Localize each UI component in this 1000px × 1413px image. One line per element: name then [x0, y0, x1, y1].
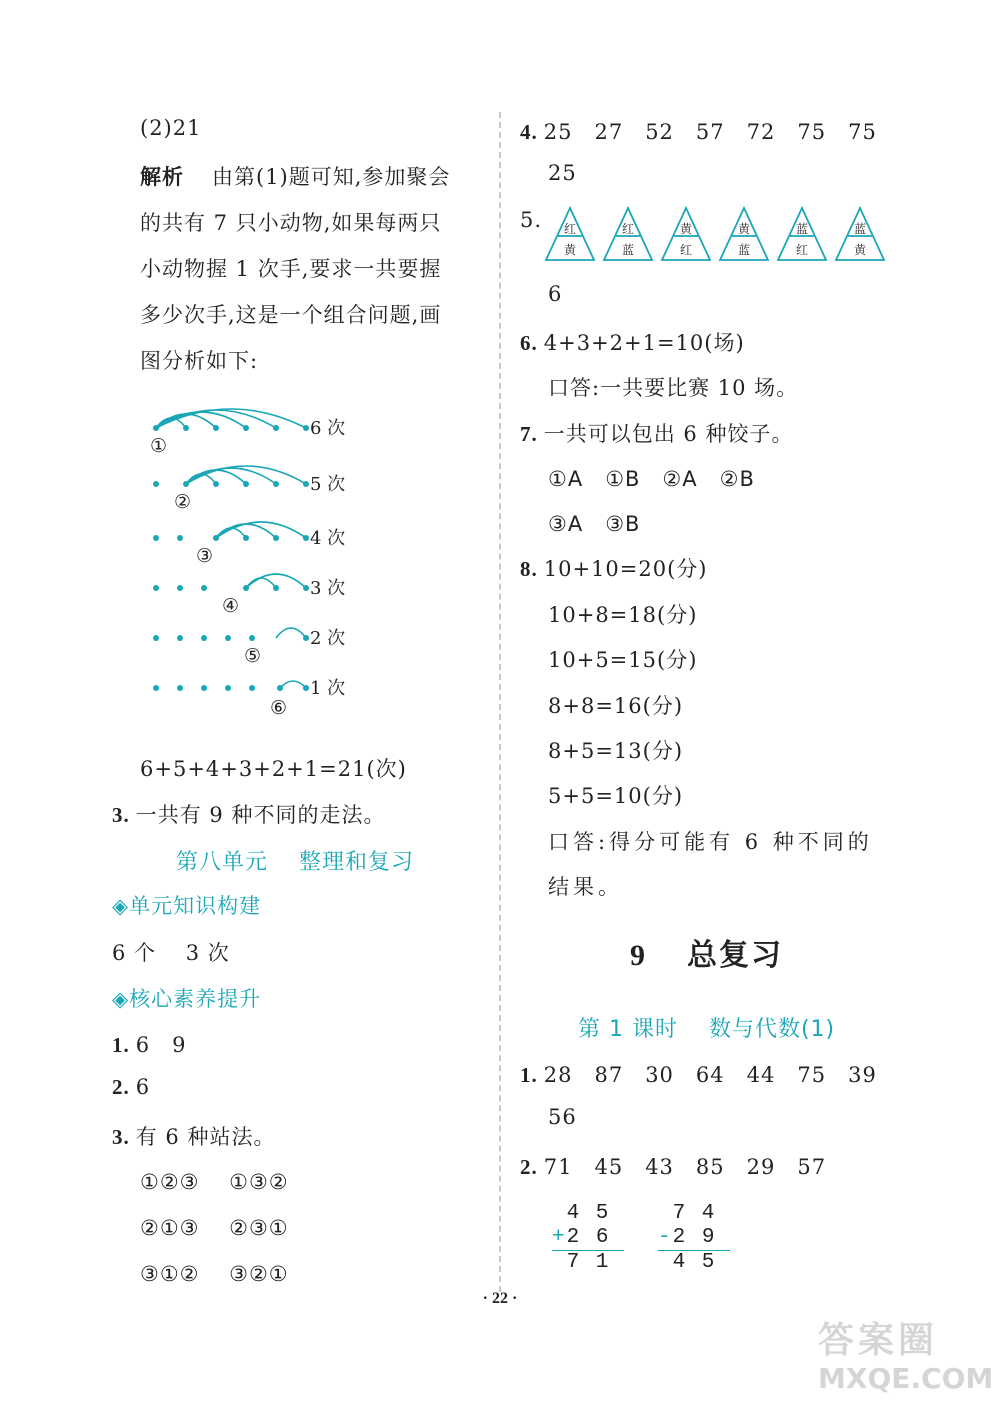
analysis-text-2: 的共有 7 只小动物,如果每两只: [140, 211, 442, 235]
diagram-marker-3: ③: [196, 545, 214, 567]
triangle-2-top: 红: [621, 222, 635, 236]
column-divider: [499, 112, 501, 1292]
triangle-6-bottom: 黄: [853, 243, 867, 257]
diagram-marker-4: ④: [222, 595, 240, 617]
addition-result: 7 1: [552, 1251, 611, 1274]
review-question-1: [520, 1059, 877, 1089]
triangle-5-bottom: 红: [795, 243, 809, 257]
question-3-walk: [112, 799, 385, 829]
standing-row-1: ①②③ ①③②: [140, 1170, 289, 1194]
triangle-1-top: 红: [563, 222, 577, 236]
triangle-3-bottom: 红: [679, 243, 693, 257]
addition-second-row: [552, 1226, 624, 1250]
question-8-line-1: 10+10=20(分): [543, 557, 708, 581]
answer-2-2: (2)21: [140, 116, 202, 140]
question-8-line-6: 5+5=10(分): [548, 784, 684, 808]
question-3-text: 一共有 9 种不同的走法。: [135, 803, 386, 827]
question-8-line-4: 8+8=16(分): [548, 694, 684, 718]
standing-row-3: ③①② ③②①: [140, 1262, 289, 1286]
question-3-number: 3.: [112, 803, 130, 827]
subtraction-second: 2 9: [672, 1226, 717, 1249]
question-8-answer-1: 口答:得分可能有 6 种不同的: [548, 830, 873, 854]
question-6-line-2: 口答:一共要比赛 10 场。: [548, 376, 799, 400]
watermark-url: MXQE.COM: [818, 1362, 994, 1395]
question-8: [520, 553, 708, 583]
diagram-marker-5: ⑤: [244, 645, 262, 667]
diagram-marker-6: ⑥: [270, 697, 288, 719]
core-item-2-number: 2.: [112, 1075, 130, 1099]
triangle-5-top: 蓝: [795, 222, 809, 236]
question-8-line-2: 10+8=18(分): [548, 603, 698, 627]
diagram-label-3: 4 次: [310, 528, 346, 549]
standing-row-2: ②①③ ②③①: [140, 1216, 289, 1240]
question-8-answer-2: 结果。: [548, 875, 623, 899]
addition-second: 2 6: [566, 1226, 611, 1249]
lesson-title: 第 1 课时 数与代数(1): [578, 1017, 836, 1042]
watermark-logo: 答案圈: [818, 1320, 939, 1361]
review-question-2-number: 2.: [520, 1155, 538, 1179]
analysis-line-1: [140, 161, 450, 191]
core-item-1: [112, 1029, 186, 1059]
question-4-line-2: 25: [548, 161, 577, 185]
section-knowledge-answer: 6 个 3 次: [112, 941, 230, 965]
diagram-label-5: 2 次: [310, 628, 346, 649]
subtraction-top: 7 4: [658, 1202, 717, 1225]
question-7: [520, 418, 793, 448]
diagram-marker-1: ①: [150, 435, 168, 457]
review-question-2-line-1: 71 45 43 85 29 57: [543, 1155, 827, 1179]
analysis-text-3: 小动物握 1 次手,要求一共要握: [140, 257, 442, 281]
color-triangles: [544, 206, 889, 266]
core-item-3: [112, 1121, 275, 1151]
question-8-line-5: 8+5=13(分): [548, 739, 684, 763]
diagram-label-1: 6 次: [310, 418, 346, 439]
diagram-marker-2: ②: [174, 491, 192, 513]
diagram-label-6: 1 次: [310, 678, 346, 699]
question-7-number: 7.: [520, 422, 538, 446]
question-8-number: 8.: [520, 557, 538, 581]
vertical-addition: [552, 1202, 624, 1275]
question-6-number: 6.: [520, 331, 538, 355]
core-item-2: [112, 1075, 150, 1100]
page-number: · 22 ·: [482, 1290, 518, 1307]
plus-sign: +: [552, 1226, 567, 1249]
question-7-line-3: ③A ③B: [548, 512, 641, 536]
analysis-text-5: 图分析如下:: [140, 349, 259, 373]
question-8-line-3: 10+5=15(分): [548, 648, 698, 672]
chapter-heading: [630, 930, 783, 974]
section-knowledge: ◈单元知识构建: [112, 894, 262, 918]
core-item-3-text: 有 6 种站法。: [135, 1125, 276, 1149]
analysis-text-1: 由第(1)题可知,参加聚会: [212, 165, 451, 189]
question-5-answer: 6: [548, 282, 563, 306]
minus-sign: -: [658, 1226, 673, 1249]
question-6-line-1: 4+3+2+1=10(场): [543, 331, 745, 355]
core-item-1-text: 6 9: [135, 1033, 187, 1057]
question-4-line-1: 25 27 52 57 72 75 75: [543, 120, 877, 144]
question-5-number: 5.: [520, 208, 543, 232]
vertical-subtraction: [658, 1202, 730, 1275]
core-item-2-text: 6: [135, 1075, 151, 1099]
core-item-3-number: 3.: [112, 1125, 130, 1149]
sum-equation: 6+5+4+3+2+1=21(次): [140, 757, 407, 781]
addition-top: 4 5: [552, 1202, 611, 1225]
triangle-4-top: 黄: [737, 222, 751, 236]
section-core: ◈核心素养提升: [112, 987, 262, 1011]
question-7-line-2: ①A ①B ②A ②B: [548, 467, 755, 491]
triangle-6-top: 蓝: [853, 222, 867, 236]
question-7-line-1: 一共可以包出 6 种饺子。: [543, 422, 794, 446]
triangle-2-bottom: 蓝: [621, 243, 635, 257]
triangle-4-bottom: 蓝: [737, 243, 751, 257]
review-question-2: [520, 1151, 826, 1181]
chapter-number: 9: [630, 939, 647, 972]
analysis-text-4: 多少次手,这是一个组合问题,画: [140, 303, 442, 327]
diagram-label-2: 5 次: [310, 474, 346, 495]
review-question-1-line-2: 56: [548, 1105, 577, 1129]
triangle-1-bottom: 黄: [563, 243, 577, 257]
question-4-number: 4.: [520, 120, 538, 144]
analysis-label: 解析: [140, 165, 184, 189]
chapter-title: 总复习: [687, 938, 783, 973]
review-question-1-number: 1.: [520, 1063, 538, 1087]
subtraction-result: 4 5: [658, 1251, 717, 1274]
core-item-1-number: 1.: [112, 1033, 130, 1057]
triangle-3-top: 黄: [679, 222, 693, 236]
subtraction-second-row: [658, 1226, 730, 1250]
unit-title: 第八单元 整理和复习: [176, 850, 414, 875]
question-6: [520, 327, 745, 357]
question-4: [520, 116, 877, 146]
handshake-diagram: [140, 390, 380, 730]
review-question-1-line-1: 28 87 30 64 44 75 39: [543, 1063, 877, 1087]
diagram-label-4: 3 次: [310, 578, 346, 599]
